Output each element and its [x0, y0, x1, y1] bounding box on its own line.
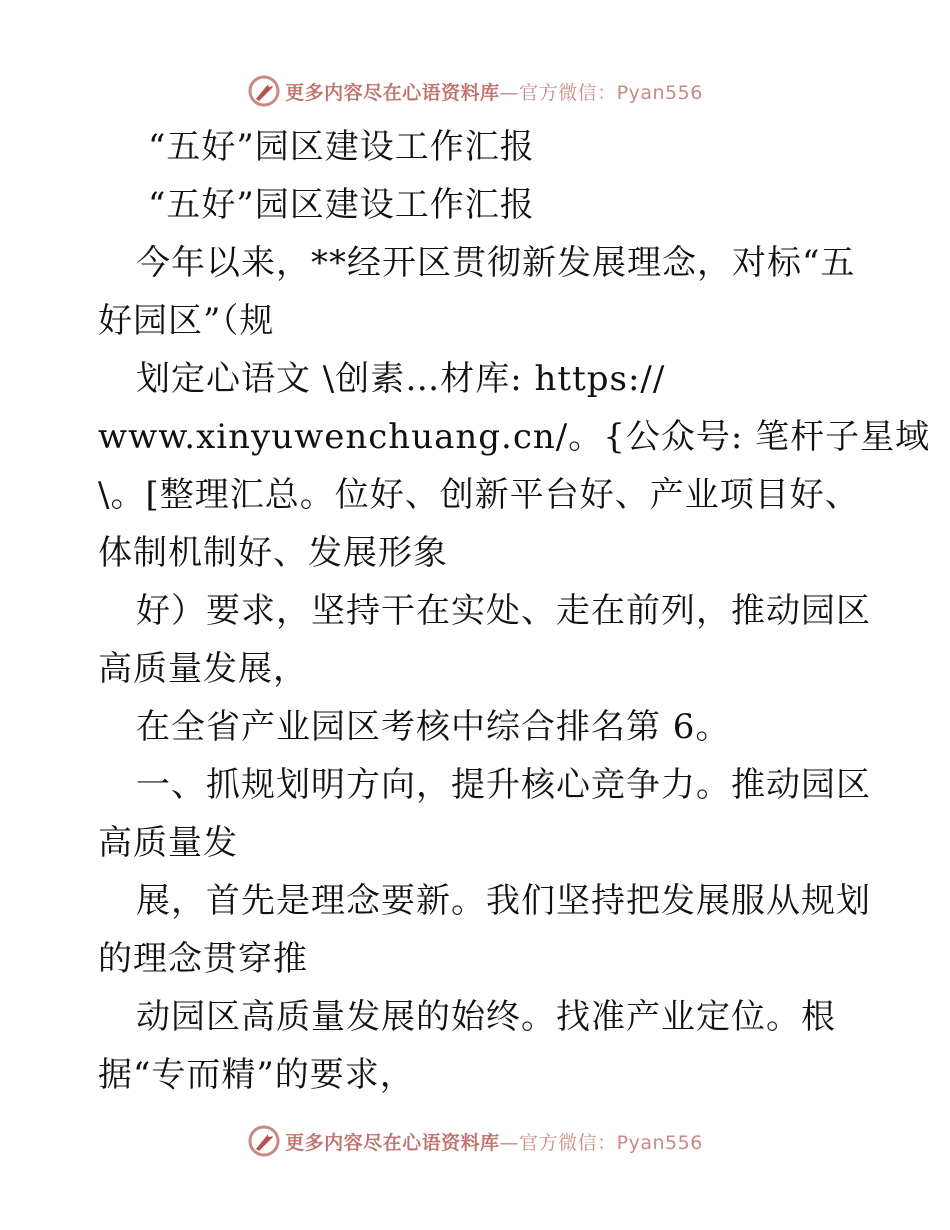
paragraph-line: 的理念贯穿推: [98, 939, 308, 979]
document-subtitle: “五好”园区建设工作汇报: [148, 185, 535, 225]
paragraph-line: 体制机制好、发展形象: [98, 533, 448, 573]
pen-nib-logo-icon: [247, 1124, 281, 1158]
watermark-banner-bottom: [0, 1123, 950, 1159]
watermark-contact: 官方微信：Pyan556: [519, 1131, 703, 1154]
section-heading-line: 一、抓规划明方向，提升核心竞争力。推动园区: [136, 765, 871, 805]
watermark-text: [285, 1128, 703, 1155]
watermark-main: 更多内容尽在心语资料库: [285, 1131, 500, 1154]
paragraph-line: 高质量发展，: [98, 649, 308, 689]
paragraph-line: \。[整理汇总。位好、创新平台好、产业项目好、: [98, 475, 860, 515]
watermark-text: [285, 78, 703, 105]
watermark-separator: —: [499, 1131, 520, 1154]
paragraph-line: 今年以来，**经开区贯彻新发展理念，对标“五: [136, 243, 856, 283]
paragraph-line: 好）要求，坚持干在实处、走在前列，推动园区: [136, 591, 871, 631]
watermark-main: 更多内容尽在心语资料库: [285, 81, 500, 104]
paragraph-line: 在全省产业园区考核中综合排名第 6。: [136, 707, 731, 747]
paragraph-line: www.xinyuwenchuang.cn/。{公众号: 笔杆子星域: [98, 417, 931, 457]
paragraph-line: 划定心语文 \创素…材库: https://: [136, 359, 666, 399]
watermark-separator: —: [499, 81, 520, 104]
pen-nib-logo-icon: [247, 74, 281, 108]
paragraph-line: 动园区高质量发展的始终。找准产业定位。根: [136, 997, 836, 1037]
paragraph-line: 展，首先是理念要新。我们坚持把发展服从规划: [136, 881, 871, 921]
document-title: “五好”园区建设工作汇报: [148, 127, 535, 167]
paragraph-line: 高质量发: [98, 823, 238, 863]
paragraph-line: 据“专而精”的要求，: [98, 1055, 415, 1095]
document-body: [98, 118, 931, 1104]
paragraph-line: 好园区”（规: [98, 301, 275, 341]
watermark-banner-top: [0, 73, 950, 109]
watermark-contact: 官方微信：Pyan556: [519, 81, 703, 104]
